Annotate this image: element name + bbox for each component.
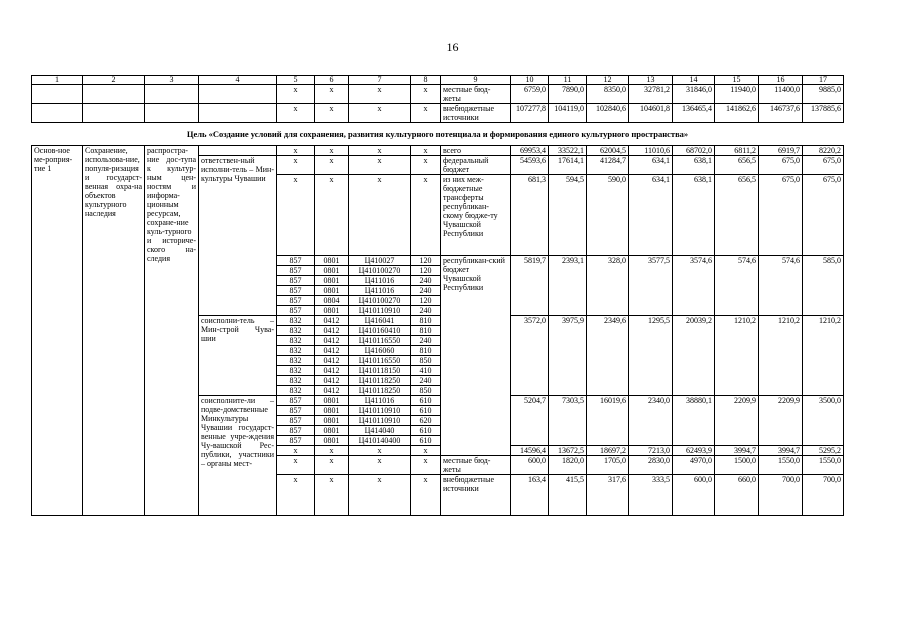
table-cell <box>199 146 277 156</box>
column-header: 12 <box>587 76 629 85</box>
value-cell: 8350,0 <box>587 85 629 104</box>
code-cell: Ц411016 <box>349 396 411 406</box>
value-cell: 656,5 <box>715 175 759 256</box>
value-cell: 700,0 <box>759 475 803 516</box>
code-cell: 0801 <box>315 306 349 316</box>
goal-row <box>32 123 844 146</box>
code-cell: 857 <box>277 296 315 306</box>
value-cell: 11940,0 <box>715 85 759 104</box>
code-cell: 0804 <box>315 296 349 306</box>
code-cell: 850 <box>411 386 441 396</box>
table-cell: x <box>315 146 349 156</box>
table-cell <box>145 104 199 123</box>
table-cell: x <box>315 104 349 123</box>
code-cell: Ц410100270 <box>349 266 411 276</box>
code-cell: 857 <box>277 286 315 296</box>
value-cell: 1550,0 <box>759 456 803 475</box>
value-cell: 9885,0 <box>803 85 844 104</box>
code-cell: 0412 <box>315 326 349 336</box>
table-cell: x <box>315 85 349 104</box>
code-cell: Ц416041 <box>349 316 411 326</box>
value-cell: 7890,0 <box>549 85 587 104</box>
code-cell: 0801 <box>315 426 349 436</box>
code-cell: 810 <box>411 346 441 356</box>
value-cell: 574,6 <box>759 256 803 316</box>
code-cell: Ц416060 <box>349 346 411 356</box>
value-cell: 11400,0 <box>759 85 803 104</box>
value-cell: 5819,7 <box>511 256 549 316</box>
code-cell: 832 <box>277 356 315 366</box>
page-number: 16 <box>446 40 459 54</box>
value-cell: 7213,0 <box>629 446 673 456</box>
column-header: 13 <box>629 76 673 85</box>
code-cell: 857 <box>277 276 315 286</box>
value-cell: 6811,2 <box>715 146 759 156</box>
table-cell: x <box>411 146 441 156</box>
value-cell: 17614,1 <box>549 156 587 175</box>
column-header: 2 <box>83 76 145 85</box>
table-cell: x <box>277 446 315 456</box>
value-cell: 137885,6 <box>803 104 844 123</box>
value-cell: 5295,2 <box>803 446 844 456</box>
column-header: 1 <box>32 76 83 85</box>
value-cell: 8220,2 <box>803 146 844 156</box>
code-cell: 857 <box>277 416 315 426</box>
source-cell: федеральный бюджет <box>441 156 511 175</box>
value-cell: 18697,2 <box>587 446 629 456</box>
table-cell <box>199 85 277 104</box>
table-cell: x <box>349 104 411 123</box>
code-cell: 0801 <box>315 256 349 266</box>
value-cell: 675,0 <box>759 175 803 256</box>
code-cell: Ц411016 <box>349 276 411 286</box>
code-cell: 240 <box>411 336 441 346</box>
table-cell: x <box>277 156 315 175</box>
table-cell <box>199 104 277 123</box>
code-cell: Ц410140400 <box>349 436 411 446</box>
table-cell: x <box>277 175 315 256</box>
code-cell: 832 <box>277 376 315 386</box>
code-cell: 0412 <box>315 386 349 396</box>
code-cell: 240 <box>411 306 441 316</box>
source-cell: из них меж-бюджетные трансферты республикан-скому бюдже-ту Чувашской Республики <box>441 175 511 256</box>
table-cell: x <box>315 175 349 256</box>
value-cell: 1210,2 <box>803 316 844 396</box>
value-cell: 1550,0 <box>803 456 844 475</box>
value-cell: 3994,7 <box>759 446 803 456</box>
value-cell: 675,0 <box>759 156 803 175</box>
column-header: 14 <box>673 76 715 85</box>
value-cell: 1500,0 <box>715 456 759 475</box>
value-cell: 2209,9 <box>759 396 803 446</box>
code-cell: 0801 <box>315 406 349 416</box>
table-cell: x <box>411 156 441 175</box>
table-cell: x <box>411 175 441 256</box>
table-cell <box>145 85 199 104</box>
column-header: 4 <box>199 76 277 85</box>
value-cell: 141862,6 <box>715 104 759 123</box>
value-cell: 4970,0 <box>673 456 715 475</box>
code-cell: 0801 <box>315 436 349 446</box>
code-cell: Ц410110910 <box>349 306 411 316</box>
value-cell: 675,0 <box>803 156 844 175</box>
column-header: 9 <box>441 76 511 85</box>
value-cell: 2830,0 <box>629 456 673 475</box>
code-cell: 0412 <box>315 316 349 326</box>
table-cell: x <box>349 475 411 516</box>
header-row <box>32 76 844 85</box>
code-cell: Ц410100270 <box>349 296 411 306</box>
table-cell: x <box>411 85 441 104</box>
code-cell: 410 <box>411 366 441 376</box>
value-cell: 2209,9 <box>715 396 759 446</box>
code-cell: 832 <box>277 326 315 336</box>
value-cell: 3577,5 <box>629 256 673 316</box>
code-cell: 857 <box>277 406 315 416</box>
code-cell: 850 <box>411 356 441 366</box>
value-cell: 600,0 <box>511 456 549 475</box>
code-cell: Ц410110910 <box>349 416 411 426</box>
table-cell <box>83 104 145 123</box>
table-cell: x <box>411 475 441 516</box>
table-cell: x <box>277 104 315 123</box>
code-cell: 0801 <box>315 276 349 286</box>
value-cell: 104601,8 <box>629 104 673 123</box>
table-row <box>32 146 844 156</box>
value-cell: 32781,2 <box>629 85 673 104</box>
code-cell: 120 <box>411 256 441 266</box>
code-cell: 0412 <box>315 356 349 366</box>
column-header: 16 <box>759 76 803 85</box>
code-cell: 0412 <box>315 346 349 356</box>
column-header: 8 <box>411 76 441 85</box>
value-cell: 6919,7 <box>759 146 803 156</box>
value-cell: 634,1 <box>629 156 673 175</box>
code-cell: 0412 <box>315 366 349 376</box>
value-cell: 3574,6 <box>673 256 715 316</box>
code-cell: Ц410027 <box>349 256 411 266</box>
value-cell: 681,3 <box>511 175 549 256</box>
value-cell: 660,0 <box>715 475 759 516</box>
column-header: 6 <box>315 76 349 85</box>
activity-goal: распростра-ние дос-тупа к культур-ным цен-ностям и информа-ционным ресурсам, сохране-ние куль-турного и историче-ского на-следия <box>145 146 199 516</box>
value-cell: 317,6 <box>587 475 629 516</box>
source-cell: всего <box>441 146 511 156</box>
code-cell: 857 <box>277 306 315 316</box>
value-cell: 1295,5 <box>629 316 673 396</box>
source-cell: внебюджетные источники <box>441 475 511 516</box>
code-cell: 832 <box>277 336 315 346</box>
table-cell: x <box>349 146 411 156</box>
value-cell: 68702,0 <box>673 146 715 156</box>
value-cell: 7303,5 <box>549 396 587 446</box>
column-header: 11 <box>549 76 587 85</box>
table-cell <box>32 104 83 123</box>
value-cell: 1210,2 <box>759 316 803 396</box>
source-cell: республикан-ский бюджет Чувашской Республики <box>441 256 511 456</box>
value-cell: 3994,7 <box>715 446 759 456</box>
value-cell: 1820,0 <box>549 456 587 475</box>
code-cell: 610 <box>411 406 441 416</box>
table-row <box>32 104 844 123</box>
value-cell: 13672,5 <box>549 446 587 456</box>
value-cell: 146737,6 <box>759 104 803 123</box>
code-cell: Ц410116550 <box>349 336 411 346</box>
goal-heading: Цель «Создание условий для сохранения, развития культурного потенциала и формирования единого культурного пространства» <box>32 123 844 146</box>
table-cell: x <box>411 456 441 475</box>
code-cell: 240 <box>411 286 441 296</box>
code-cell: Ц414040 <box>349 426 411 436</box>
value-cell: 1705,0 <box>587 456 629 475</box>
table-cell: x <box>277 456 315 475</box>
code-cell: 832 <box>277 386 315 396</box>
code-cell: 610 <box>411 436 441 446</box>
table-cell: x <box>349 456 411 475</box>
table-cell: x <box>315 446 349 456</box>
value-cell: 3975,9 <box>549 316 587 396</box>
table-cell: x <box>315 456 349 475</box>
table-cell: x <box>349 156 411 175</box>
value-cell: 2349,6 <box>587 316 629 396</box>
value-cell: 638,1 <box>673 175 715 256</box>
source-cell: внебюджетные источники <box>441 104 511 123</box>
value-cell: 41284,7 <box>587 156 629 175</box>
code-cell: 857 <box>277 256 315 266</box>
code-cell: 0801 <box>315 416 349 426</box>
code-cell: 120 <box>411 296 441 306</box>
code-cell: 0801 <box>315 266 349 276</box>
co-executor: соисполни-тель – Мин-строй Чува-шии <box>199 316 277 396</box>
code-cell: 857 <box>277 436 315 446</box>
value-cell: 415,5 <box>549 475 587 516</box>
value-cell: 333,5 <box>629 475 673 516</box>
value-cell: 20039,2 <box>673 316 715 396</box>
table-cell: x <box>315 475 349 516</box>
code-cell: 810 <box>411 316 441 326</box>
code-cell: 620 <box>411 416 441 426</box>
value-cell: 163,4 <box>511 475 549 516</box>
code-cell: 0412 <box>315 376 349 386</box>
code-cell: 0412 <box>315 336 349 346</box>
value-cell: 590,0 <box>587 175 629 256</box>
code-cell: 240 <box>411 276 441 286</box>
table-cell: x <box>349 175 411 256</box>
column-header: 7 <box>349 76 411 85</box>
column-header: 10 <box>511 76 549 85</box>
column-header: 5 <box>277 76 315 85</box>
column-header: 17 <box>803 76 844 85</box>
code-cell: 120 <box>411 266 441 276</box>
code-cell: 610 <box>411 426 441 436</box>
value-cell: 675,0 <box>803 175 844 256</box>
table-row <box>32 85 844 104</box>
value-cell: 594,5 <box>549 175 587 256</box>
value-cell: 328,0 <box>587 256 629 316</box>
value-cell: 2393,1 <box>549 256 587 316</box>
code-cell: 0801 <box>315 396 349 406</box>
code-cell: Ц410116550 <box>349 356 411 366</box>
value-cell: 3500,0 <box>803 396 844 446</box>
value-cell: 104119,0 <box>549 104 587 123</box>
code-cell: 857 <box>277 426 315 436</box>
responsible-executor: ответствен-ный исполни-тель – Мин-культуры Чувашии <box>199 156 277 316</box>
value-cell: 574,6 <box>715 256 759 316</box>
value-cell: 16019,6 <box>587 396 629 446</box>
value-cell: 62493,9 <box>673 446 715 456</box>
code-cell: Ц410118250 <box>349 386 411 396</box>
table-cell: x <box>277 475 315 516</box>
value-cell: 585,0 <box>803 256 844 316</box>
value-cell: 54593,6 <box>511 156 549 175</box>
value-cell: 634,1 <box>629 175 673 256</box>
table-cell: x <box>349 446 411 456</box>
activity-title: Сохранение, использова-ние, популя-ризация и государст-венная охра-на объектов культурного наследия <box>83 146 145 516</box>
value-cell: 31846,0 <box>673 85 715 104</box>
activity-name: Основ-ное ме-роприя-тие 1 <box>32 146 83 516</box>
value-cell: 2340,0 <box>629 396 673 446</box>
code-cell: 832 <box>277 366 315 376</box>
code-cell: 832 <box>277 316 315 326</box>
value-cell: 11010,6 <box>629 146 673 156</box>
value-cell: 600,0 <box>673 475 715 516</box>
column-header: 3 <box>145 76 199 85</box>
table-cell <box>32 85 83 104</box>
value-cell: 69953,4 <box>511 146 549 156</box>
table-cell: x <box>349 85 411 104</box>
table-cell: x <box>411 104 441 123</box>
value-cell: 638,1 <box>673 156 715 175</box>
table-cell: x <box>277 146 315 156</box>
table-cell: x <box>277 85 315 104</box>
column-header: 15 <box>715 76 759 85</box>
source-cell: местные бюд-жеты <box>441 456 511 475</box>
value-cell: 62004,5 <box>587 146 629 156</box>
source-cell: местные бюд-жеты <box>441 85 511 104</box>
table-cell: x <box>315 156 349 175</box>
code-cell: Ц410118250 <box>349 376 411 386</box>
code-cell: 857 <box>277 266 315 276</box>
table-cell <box>83 85 145 104</box>
code-cell: 240 <box>411 376 441 386</box>
value-cell: 700,0 <box>803 475 844 516</box>
value-cell: 3572,0 <box>511 316 549 396</box>
table-cell: x <box>411 446 441 456</box>
value-cell: 14596,4 <box>511 446 549 456</box>
value-cell: 33522,1 <box>549 146 587 156</box>
code-cell: Ц410110910 <box>349 406 411 416</box>
value-cell: 656,5 <box>715 156 759 175</box>
value-cell: 102840,6 <box>587 104 629 123</box>
value-cell: 1210,2 <box>715 316 759 396</box>
program-table <box>31 75 844 516</box>
value-cell: 38880,1 <box>673 396 715 446</box>
value-cell: 136465,4 <box>673 104 715 123</box>
value-cell: 107277,8 <box>511 104 549 123</box>
value-cell: 5204,7 <box>511 396 549 446</box>
code-cell: 0801 <box>315 286 349 296</box>
code-cell: Ц410160410 <box>349 326 411 336</box>
co-executors: соисполните-ли – подве-домственные Минкультуры Чувашии государст-венные учре-ждения Чу-вашской Рес-публики, участники – органы мест- <box>199 396 277 516</box>
code-cell: 610 <box>411 396 441 406</box>
value-cell: 6759,0 <box>511 85 549 104</box>
code-cell: 810 <box>411 326 441 336</box>
code-cell: 832 <box>277 346 315 356</box>
code-cell: Ц410118150 <box>349 366 411 376</box>
code-cell: 857 <box>277 396 315 406</box>
code-cell: Ц411016 <box>349 286 411 296</box>
